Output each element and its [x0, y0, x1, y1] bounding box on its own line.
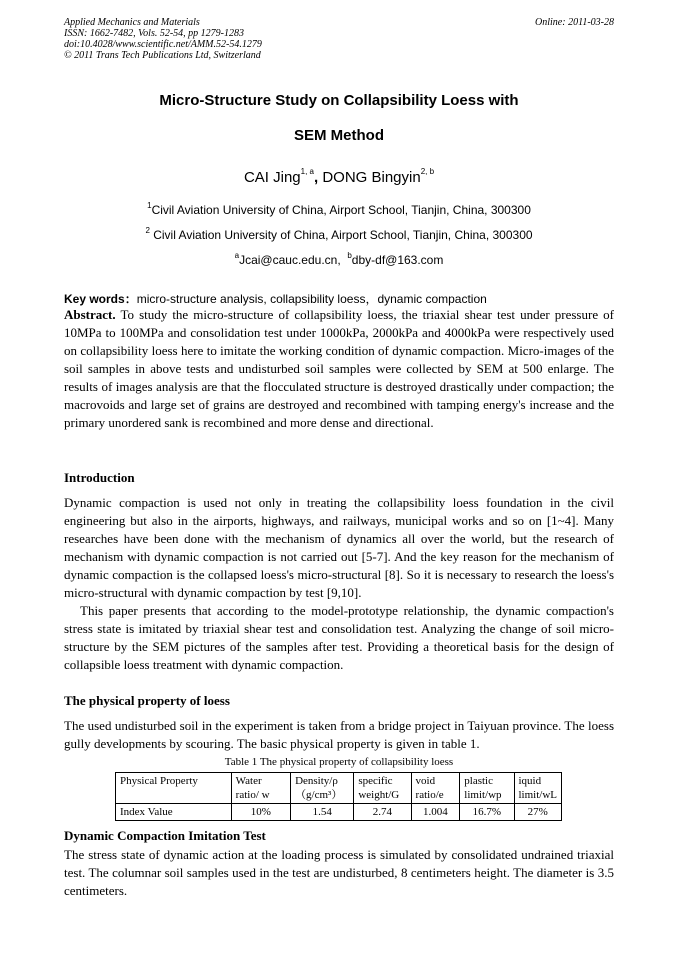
table-header-cell: Physical Property	[116, 773, 232, 804]
copyright-line: © 2011 Trans Tech Publications Ltd, Switzerland	[64, 50, 261, 61]
authors	[64, 169, 614, 186]
doi-line: doi:10.4028/www.scientific.net/AMM.52-54.1279	[64, 39, 262, 50]
affiliation-2	[64, 228, 614, 242]
physical-property-table	[115, 772, 562, 821]
table-cell: 2.74	[354, 804, 411, 821]
author-1-sup: 1, a	[300, 167, 314, 176]
email-a[interactable]: Jcai@cauc.edu.cn,	[239, 253, 341, 267]
abstract-text: To study the micro-structure of collapsibility loess, the triaxial shear test under pressure of 10MPa to 100MPa and consolidation test under 1000kPa, 2000kPa and 4000kPa were respectively used on collapsibility loess here to imitate the working condition of dynamic compaction. Micro-images of the soil samples in above tests and undisturbed soil samples were collected by SEM at 500 enlarge. The results of images analysis are that the flocculated structure is destroyed drastically under compaction; the macrovoids and large set of grains are destroyed and recombined with tamping energy's increase and the primary unordered sank is recombined and more dense and directional.	[64, 307, 614, 430]
table-header-cell: Water ratio/ w	[231, 773, 290, 804]
table-header-cell: iquid limit/wL	[514, 773, 562, 804]
table-cell: Index Value	[116, 804, 232, 821]
keywords-text: micro-structure analysis, collapsibility loess，dynamic compaction	[136, 292, 487, 306]
table-cell: 1.54	[291, 804, 354, 821]
intro-heading: Introduction	[64, 470, 135, 485]
affiliation-2-sup: 2	[145, 226, 150, 235]
author-separator: ,	[313, 169, 323, 186]
affiliation-1-sup: 1	[147, 201, 152, 210]
physical-paragraph: The used undisturbed soil in the experiment is taken from a bridge project in Taiyuan province. The loess gully developments by scouring. The basic physical property is given in table 1.	[64, 718, 614, 751]
table-header-cell: plastic limit/wp	[460, 773, 514, 804]
keywords	[64, 290, 614, 307]
affiliation-2-text: Civil Aviation University of China, Airport School, Tianjin, China, 300300	[149, 228, 533, 242]
keywords-colon: ：	[124, 292, 137, 306]
keywords-label: Key words	[64, 292, 125, 306]
intro-paragraph-2: This paper presents that according to the model-prototype relationship, the dynamic compaction's stress state is imitated by triaxial shear test and consolidation test. Analyzing the change of soil micro-structure by the SEM pictures of the samples after test. Providing a theoretical basis for the design of collapsible loess treatment with dynamic compaction.	[64, 603, 614, 672]
author-2-sup: 2, b	[420, 167, 435, 176]
dynamic-heading: Dynamic Compaction Imitation Test	[64, 828, 266, 843]
dynamic-paragraph: The stress state of dynamic action at the loading process is simulated by consolidated undrained triaxial test. The columnar soil samples used in the test are undisturbed, 8 centimeters height. The diameter is 3.5 centimeters.	[64, 847, 614, 898]
email-b[interactable]: dby-df@163.com	[351, 253, 444, 267]
online-date: Online: 2011-03-28	[535, 17, 614, 28]
issn-line: ISSN: 1662-7482, Vols. 52-54, pp 1279-1283	[64, 28, 244, 39]
table-cell: 27%	[514, 804, 562, 821]
table-cell: 16.7%	[460, 804, 514, 821]
table-header-row	[116, 773, 562, 804]
journal-name: Applied Mechanics and Materials	[64, 17, 200, 28]
paper-title-line1: Micro-Structure Study on Collapsibility Loess with	[159, 92, 519, 109]
abstract	[64, 306, 614, 432]
email-b-sup: b	[347, 251, 352, 260]
paper-title-line2: SEM Method	[294, 127, 384, 144]
author-1-name: CAI Jing	[243, 169, 301, 186]
intro-paragraph-1: Dynamic compaction is used not only in treating the collapsibility loess foundation in the civil engineering but also in the airports, highways, and railways, municipal works and so on [1~4]. Many researches have been done with the mechanism of dynamics all over the world, but the research of mechanism with dynamic compaction is not carried out [5-7]. And the key reason for the mechanism of dynamic compaction is the collapsed loess's micro-structural [8]. So it is necessary to research the loess's micro-structural with dynamic compaction by test [9,10].	[64, 495, 614, 600]
table-header-cell: void ratio/e	[411, 773, 460, 804]
table-header-cell: specific weight/G	[354, 773, 411, 804]
table-cell: 10%	[231, 804, 290, 821]
table-caption: Table 1 The physical property of collapsibility loess	[224, 756, 454, 768]
abstract-label: Abstract.	[64, 307, 116, 322]
affiliation-1-text: Civil Aviation University of China, Airport School, Tianjin, China, 300300	[151, 203, 531, 217]
emails	[64, 253, 614, 267]
table-header-cell: Density/ρ （g/cm³）	[291, 773, 354, 804]
affiliation-1	[64, 203, 614, 217]
email-a-sup: a	[234, 251, 240, 260]
author-2-name: DONG Bingyin	[322, 169, 421, 186]
table-row	[116, 804, 562, 821]
table-cell: 1.004	[411, 804, 460, 821]
physical-heading: The physical property of loess	[64, 693, 230, 708]
